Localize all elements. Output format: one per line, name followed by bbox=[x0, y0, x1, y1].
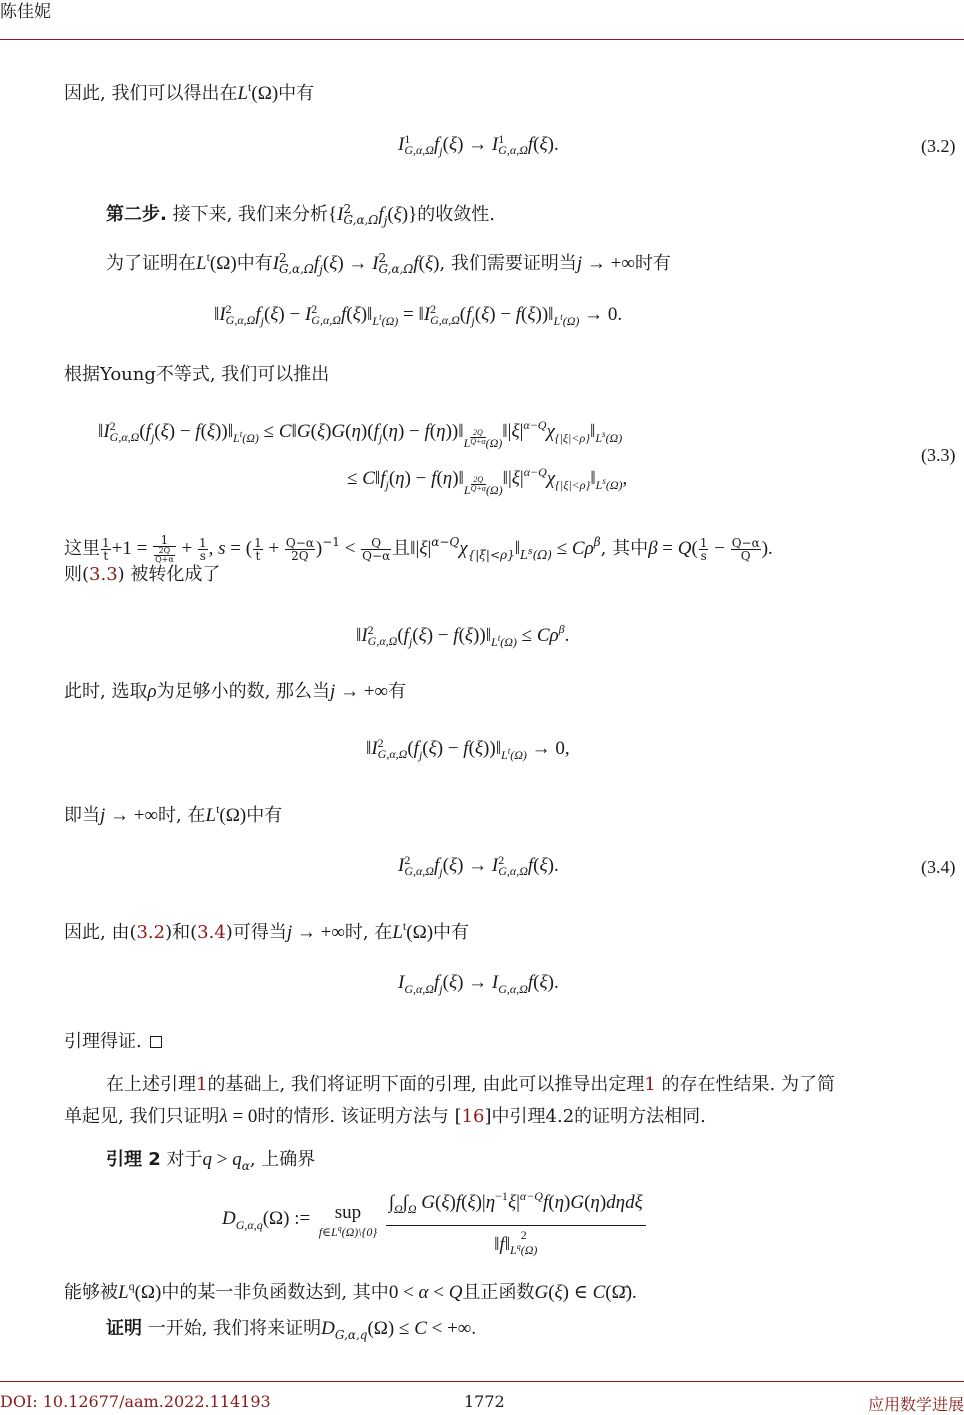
equation-norm: ‖I 2 G,α,Ω $f_j(\xi) - I$ 2 G,α,Ω $f(\xi)‖_{L^t(\Omega)}$ = ‖I 2 G,α,Ω ($f_j(\xi)$ − $f(\xi))‖_{L^t(\Omega)} \to 0$. bbox=[214, 302, 623, 328]
p13-text-b: 中的某一非负函数达到, 其中 bbox=[161, 1282, 389, 1303]
p3-text-d: 时有 bbox=[634, 253, 671, 274]
p9-text-d: 时, 在 bbox=[344, 922, 393, 943]
header-rule bbox=[0, 39, 964, 40]
lemma-2-tail: , 上确界 bbox=[249, 1149, 316, 1170]
p8-text-b: 时, 在 bbox=[158, 805, 206, 826]
ref-eq-3-3[interactable]: 3.3 bbox=[89, 564, 118, 585]
paragraph-13: 能够被$L^q(\Omega)$中的某一非负函数达到, 其中0 < α < Q且正函数G(ξ) ∈ C(Ω̄). bbox=[64, 1279, 637, 1303]
equation-label-3-2: (3.2) bbox=[921, 136, 956, 156]
paragraph-5: 这里 $\frac{1}{t}$ +1 = $\frac{1}{\frac{2Q}{Q+\alpha}}$ + $\frac{1}{s}$ , s = ( $\frac{1}{t}$ + $\frac{Q-\alpha}{2Q}$ )$^{-1}$ < $\frac{Q}{Q-\alpha}$ 且$‖|\xi|^{\alpha-Q}\chi_{\{|\xi|<\rho\}}‖_{L^s(\Omega)} \le C\rho^\beta$, 其中β = Q( $\frac{1}{s}$ − $\frac{Q-\alpha}{Q}$ ). bbox=[64, 533, 773, 564]
proof-text: 一开始, 我们将来证明 bbox=[142, 1318, 322, 1339]
p11-text-b: 的基础上, 我们将证明下面的引理, 由此可以推导出定理 bbox=[207, 1074, 645, 1095]
p9-text-b: )和( bbox=[165, 922, 198, 943]
p11-text-a: 在上述引理 bbox=[106, 1074, 196, 1095]
footer-doi[interactable]: DOI: 10.12677/aam.2022.114193 bbox=[0, 1392, 271, 1411]
equation-supremum: $D_{G,\alpha,q}(\Omega)$ := sup $f\in L^q(\Omega)\backslash\{0\}$ $\int_\Omega\int_\Omega$ $G(\xi)f(\xi)|\eta^{-1}\xi|^{\alpha-Q}f(\eta)G(\eta)d\eta d\xi$ ‖f‖ 2 $L^q(\Omega)$ bbox=[222, 1184, 646, 1257]
qed-box-icon bbox=[150, 1036, 162, 1048]
ref-citation-16[interactable]: 16 bbox=[461, 1106, 485, 1127]
equation-3-3-line-2: ≤ $C‖f_j(\eta)$ − $f(\eta)‖_{L \frac{2Q}{Q+\alpha} (\Omega)}‖|\xi|^{\alpha-Q}\chi_{\{|\xi|<\rho\}}‖_{L^s(\Omega)}$, bbox=[347, 465, 628, 497]
equation-transformed: ‖I 2 G,α,Ω ($f_j(\xi)$ − $f(\xi))‖_{L^t(\Omega)} \le C\rho^\beta$. bbox=[356, 622, 570, 649]
paragraph-7: 此时, 选取ρ为足够小的数, 那么当j → +∞有 bbox=[64, 681, 407, 702]
paragraph-11 bbox=[106, 1073, 835, 1097]
p6-text-b: ) 被转化成了 bbox=[117, 564, 221, 585]
p9-text-a: 因此, 由( bbox=[64, 922, 137, 943]
p3-text-b: 中有 bbox=[236, 253, 273, 274]
equation-final: $I_{G,\alpha,\Omega}f_j(\xi) \to I_{G,\alpha,\Omega}f(\xi)$. bbox=[398, 972, 559, 996]
p7-text-c: 有 bbox=[388, 681, 407, 702]
lemma-2-text: 对于 bbox=[160, 1149, 203, 1170]
p13-text-a: 能够被 bbox=[64, 1282, 118, 1303]
p7-text-b: 为足够小的数, 那么当 bbox=[156, 681, 331, 702]
footer-journal-name: 应用数学进展 bbox=[867, 1395, 964, 1414]
p7-text-a: 此时, 选取 bbox=[64, 681, 148, 702]
p12-text-a: 单起见, 我们只证明 bbox=[64, 1106, 220, 1127]
p11-text-c: 的存在性结果. 为了简 bbox=[655, 1074, 835, 1095]
p8-text-c: 中有 bbox=[246, 805, 283, 826]
step-2-heading: 第二步. bbox=[106, 204, 167, 225]
lemma-2: 引理 2 对于$q > q_\alpha$, 上确界 bbox=[106, 1149, 316, 1173]
p12-text-b: 时的情形. 该证明方法与 [ bbox=[257, 1106, 462, 1127]
equation-3-4: I 2 G,α,Ω $f_j(\xi) \to I$ 2 G,α,Ω f(ξ). bbox=[398, 853, 559, 879]
ref-eq-3-2[interactable]: 3.2 bbox=[136, 922, 166, 943]
p9-text-e: 中有 bbox=[433, 922, 470, 943]
p12-text-c: ]中引理4.2的证明方法相同. bbox=[484, 1106, 706, 1127]
paragraph-1-text: 因此, 我们可以得出在 bbox=[64, 83, 238, 104]
p13-text-c: 且正函数 bbox=[462, 1282, 535, 1303]
ref-theorem-1[interactable]: 1 bbox=[644, 1074, 656, 1095]
equation-3-2: I 1 G,α,Ω $f_j(\xi) \to I$ 1 G,α,Ω f(ξ). bbox=[398, 132, 559, 158]
paragraph-9: 因此, 由(3.2)和(3.4)可得当j → +∞时, 在$L^t(\Omega)$中有 bbox=[64, 919, 470, 943]
p3-text-a: 为了证明在 bbox=[106, 253, 196, 274]
ref-eq-3-4[interactable]: 3.4 bbox=[197, 922, 226, 943]
step-2-paragraph: 第二步. 接下来, 我们来分析{I 2 G,α,Ω $f_j(\xi)$}的收敛性. bbox=[106, 202, 495, 228]
p10-text: 引理得证. bbox=[64, 1031, 142, 1052]
p3-text-c: , 我们需要证明当 bbox=[439, 253, 577, 274]
equation-label-3-4: (3.4) bbox=[921, 857, 956, 877]
proof-paragraph: 证明 一开始, 我们将来证明$D_{G,\alpha,q}(\Omega) \le C$ < +∞. bbox=[106, 1318, 477, 1342]
step-2-text: 接下来, 我们来分析 bbox=[166, 204, 329, 225]
paragraph-1-tail: 中有 bbox=[278, 83, 315, 104]
paragraph-10 bbox=[64, 1030, 162, 1054]
equation-3-3-line-1: ‖I 2 G,α,Ω ($f_j(\xi)$ − $f(\xi))‖_{L^t(\Omega)}$ ≤ $C‖G(\xi)G(\eta)(f_j(\eta)$ − $f(\eta))‖_{L \frac{2Q}{Q+\alpha} (\Omega)}‖|\xi|^{\alpha-Q}\chi_{\{|\xi|<\rho\}}‖_{L^s(\Omega)}$ bbox=[98, 418, 623, 450]
proof-heading: 证明 bbox=[106, 1318, 142, 1339]
p5-text-b: 且 bbox=[392, 538, 411, 559]
lemma-2-heading: 引理 2 bbox=[106, 1149, 161, 1170]
step-2-tail: 的收敛性. bbox=[417, 204, 495, 225]
p8-text-a: 即当 bbox=[64, 805, 100, 826]
paragraph-3: 为了证明在$L^t(\Omega)$中有I 2 G,α,Ω $f_j(\xi) \to I$ 2 G,α,Ω f(ξ), 我们需要证明当j → +∞时有 bbox=[106, 250, 671, 277]
p5-text-a: 这里 bbox=[64, 538, 100, 559]
p6-text-a: 则( bbox=[64, 564, 90, 585]
ref-lemma-1[interactable]: 1 bbox=[196, 1074, 208, 1095]
paragraph-1: 因此, 我们可以得出在$L^t(\Omega)$中有 bbox=[64, 80, 315, 104]
paragraph-8: 即当j → +∞时, 在$L^t(\Omega)$中有 bbox=[64, 802, 283, 826]
paragraph-6 bbox=[64, 563, 220, 587]
footer-page-number: 1772 bbox=[464, 1392, 505, 1411]
paragraph-12: 单起见, 我们只证明λ = 0时的情形. 该证明方法与 [16]中引理4.2的证明方法相同. bbox=[64, 1106, 706, 1127]
p5-text-c: , 其中 bbox=[600, 538, 649, 559]
footer-rule bbox=[0, 1381, 964, 1382]
running-header-author: 陈佳妮 bbox=[0, 2, 51, 22]
equation-label-3-3: (3.3) bbox=[921, 445, 956, 465]
equation-limit: ‖I 2 G,α,Ω ($f_j(\xi)$ − $f(\xi))‖_{L^t(\Omega)} \to 0$, bbox=[366, 736, 570, 762]
paragraph-4: 根据Young不等式, 我们可以推出 bbox=[64, 364, 330, 385]
p9-text-c: )可得当 bbox=[225, 922, 287, 943]
